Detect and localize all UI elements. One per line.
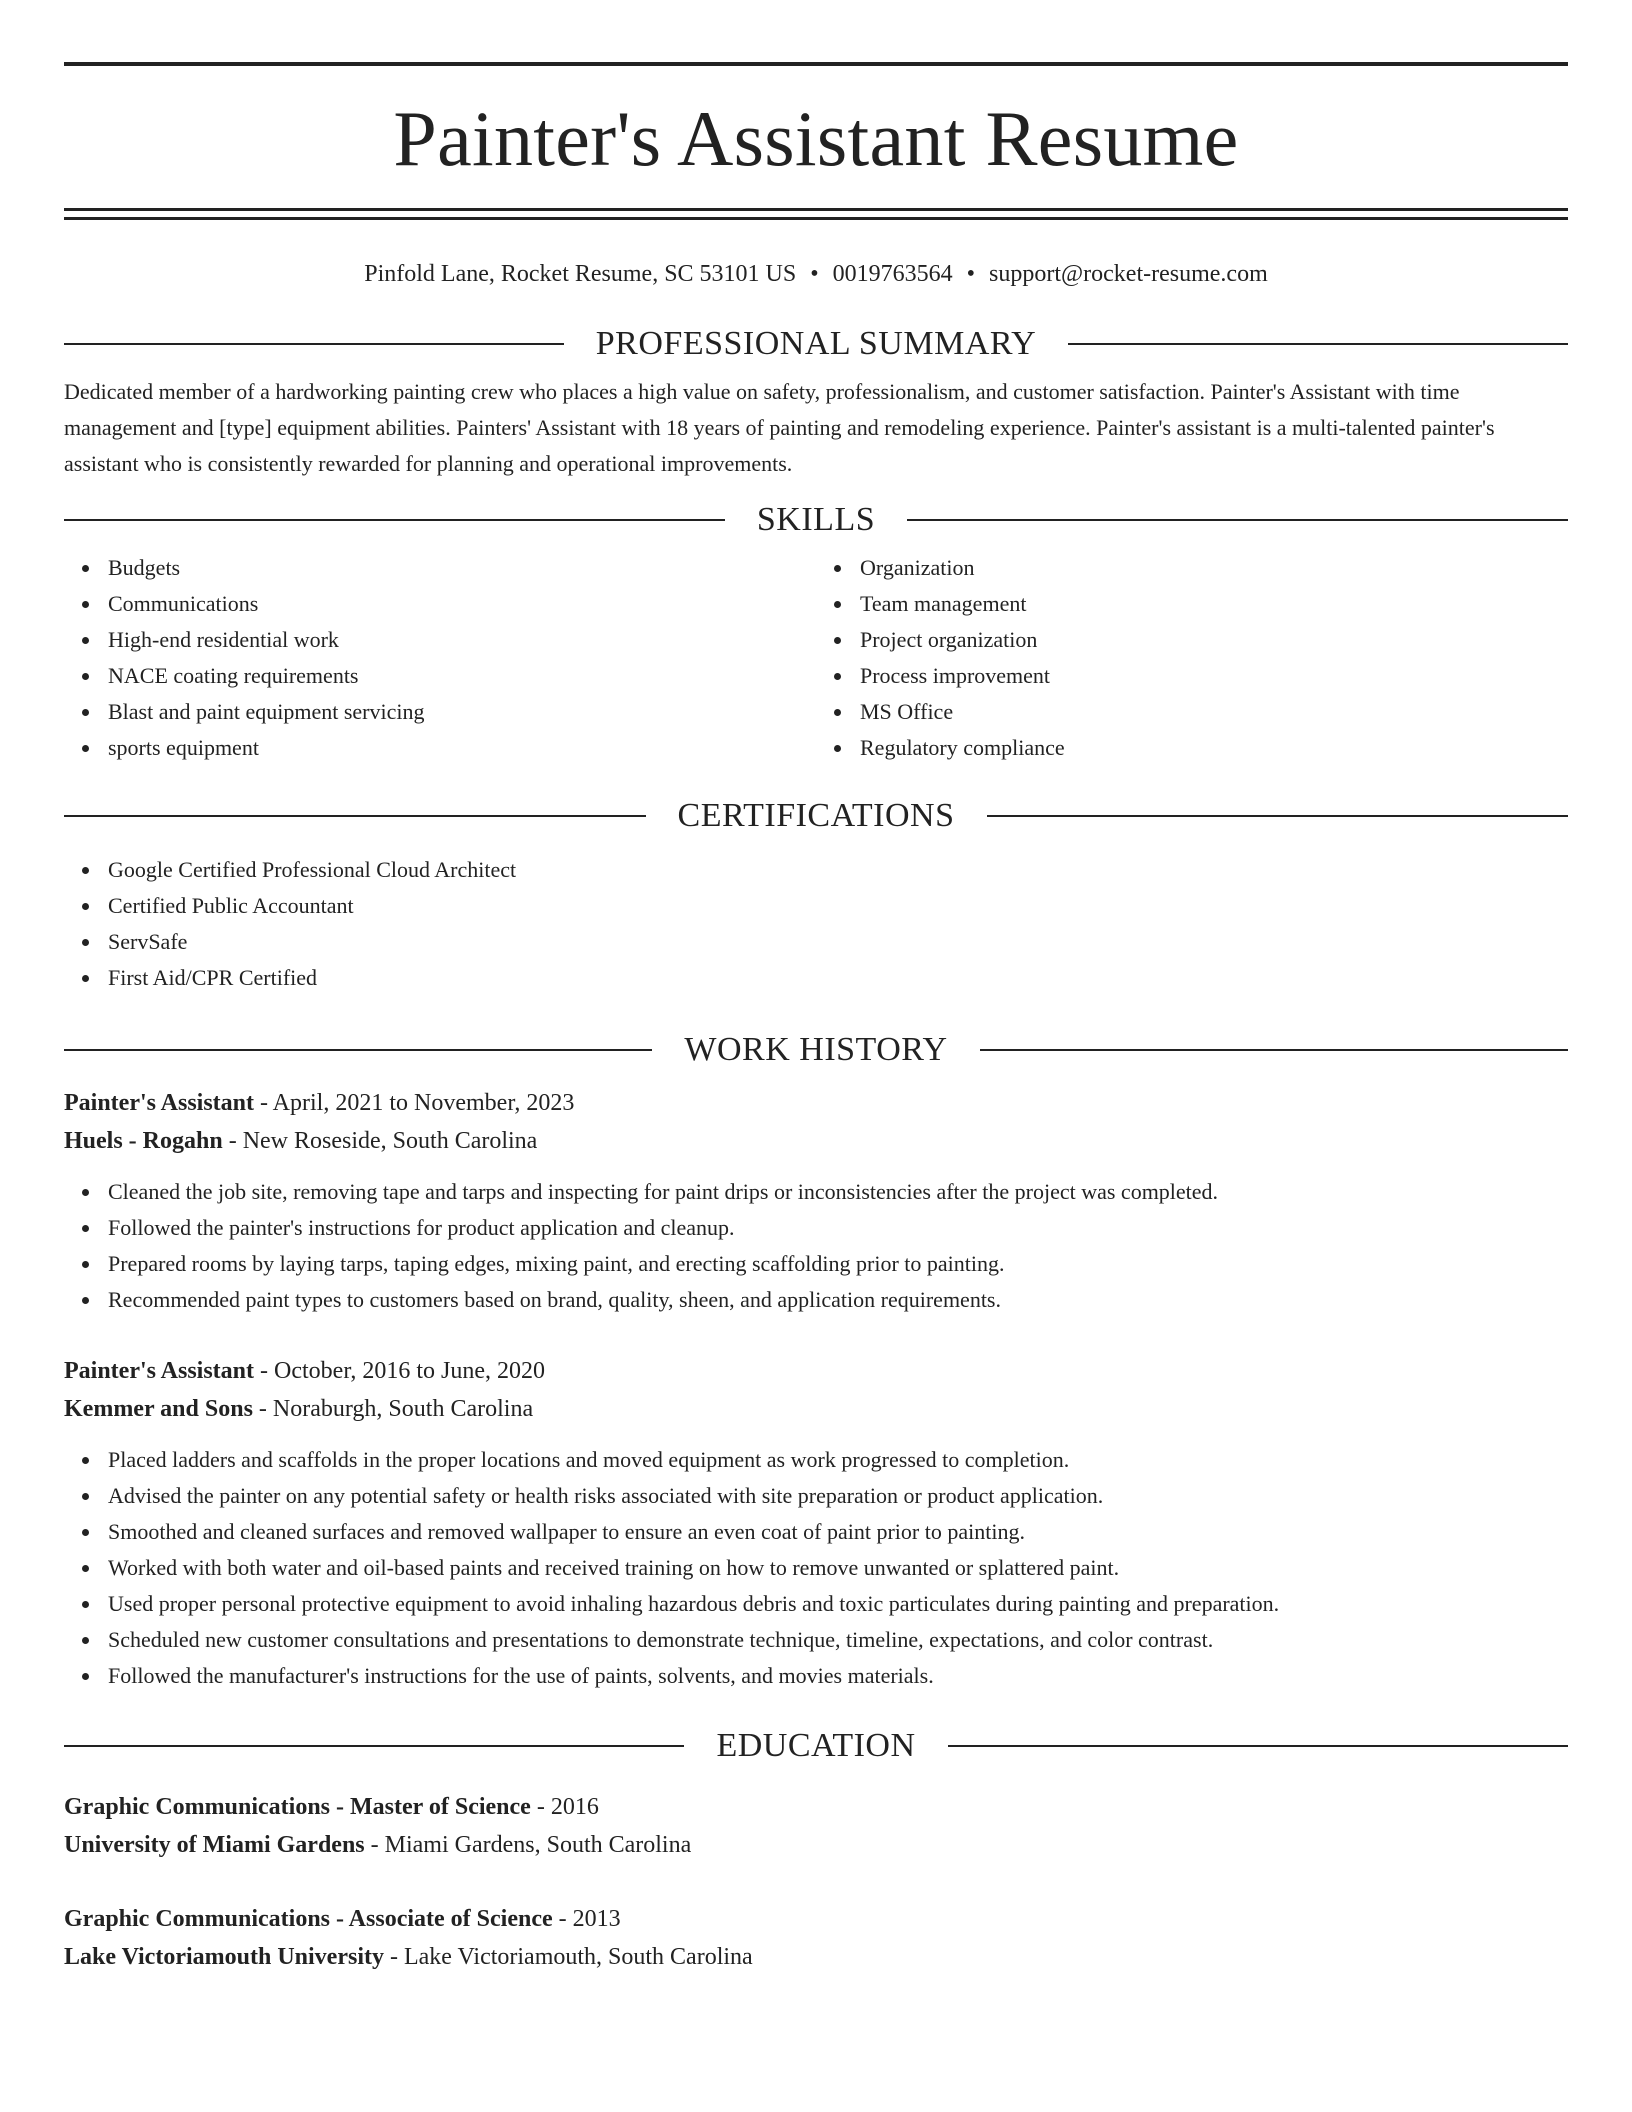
- skill-item: Team management: [816, 586, 1568, 622]
- job-title: Painter's Assistant: [64, 1090, 255, 1116]
- skills-columns: [64, 550, 1568, 766]
- skill-item: Process improvement: [816, 658, 1568, 694]
- job-company-line: [64, 1122, 1568, 1160]
- skills-list-left: [64, 550, 816, 766]
- work-heading: WORK HISTORY: [684, 1031, 948, 1068]
- job-dates: - April, 2021 to November, 2023: [254, 1090, 575, 1116]
- title-rule-lower: [64, 217, 1568, 220]
- certification-item: ServSafe: [64, 924, 1568, 960]
- skills-list-right: [816, 550, 1568, 766]
- certification-item: Google Certified Professional Cloud Architect: [64, 852, 1568, 888]
- job-title-line: [64, 1352, 1568, 1390]
- education-degree: Graphic Communications - Master of Science: [64, 1794, 531, 1820]
- certifications-list: [64, 852, 1568, 996]
- heading-rule: [64, 1745, 684, 1747]
- job-bullet: Advised the painter on any potential safety or health risks associated with site preparation or product application.: [64, 1478, 1568, 1514]
- job-company: Huels - Rogahn: [64, 1128, 223, 1154]
- skill-item: NACE coating requirements: [64, 658, 816, 694]
- certifications-heading: CERTIFICATIONS: [677, 797, 955, 834]
- job-location: - Noraburgh, South Carolina: [252, 1396, 534, 1422]
- job-bullet: Followed the painter's instructions for product application and cleanup.: [64, 1210, 1568, 1246]
- contact-separator: •: [966, 261, 976, 287]
- skills-section-heading: [64, 500, 1568, 540]
- summary-heading: PROFESSIONAL SUMMARY: [595, 325, 1037, 362]
- education-degree: Graphic Communications - Associate of Science: [64, 1906, 553, 1932]
- job-entry: [64, 1352, 1568, 1694]
- skill-item: Organization: [816, 550, 1568, 586]
- job-bullet: Cleaned the job site, removing tape and tarps and inspecting for paint drips or inconsistencies after the project was completed.: [64, 1174, 1568, 1210]
- job-entry: [64, 1084, 1568, 1318]
- contact-address: Pinfold Lane, Rocket Resume, SC 53101 US: [364, 261, 797, 287]
- job-dates: - October, 2016 to June, 2020: [254, 1358, 546, 1384]
- summary-text: Dedicated member of a hardworking painting crew who places a high value on safety, professionalism, and customer satisfaction. Painter's Assistant with time management and [type] equipment abilities. Painters' Assistant with 18 years of painting and remodeling experience. Painter's assistant is a multi-talented painter's assistant who is consistently rewarded for planning and operational improvements.: [64, 379, 1495, 476]
- education-entry: [64, 1788, 1568, 1864]
- education-list: [64, 1788, 1568, 1976]
- job-bullet: Followed the manufacturer's instructions for the use of paints, solvents, and movies materials.: [64, 1658, 1568, 1694]
- job-bullet: Prepared rooms by laying tarps, taping edges, mixing paint, and erecting scaffolding prior to painting.: [64, 1246, 1568, 1282]
- skill-item: Regulatory compliance: [816, 730, 1568, 766]
- certifications-section-heading: [64, 796, 1568, 836]
- contact-email: support@rocket-resume.com: [989, 261, 1268, 287]
- certification-item: First Aid/CPR Certified: [64, 960, 1568, 996]
- education-degree-line: [64, 1788, 1568, 1826]
- skill-item: Communications: [64, 586, 816, 622]
- education-school: Lake Victoriamouth University: [64, 1944, 384, 1970]
- heading-rule: [64, 815, 646, 817]
- top-rule: [64, 62, 1568, 66]
- job-bullets: [64, 1174, 1568, 1318]
- skill-item: High-end residential work: [64, 622, 816, 658]
- skill-item: MS Office: [816, 694, 1568, 730]
- job-bullet: Worked with both water and oil-based paints and received training on how to remove unwanted or splattered paint.: [64, 1550, 1568, 1586]
- skills-heading: SKILLS: [756, 501, 876, 538]
- education-degree-line: [64, 1900, 1568, 1938]
- contact-separator: •: [810, 261, 819, 287]
- education-year: - 2013: [552, 1906, 621, 1932]
- education-section-heading: [64, 1726, 1568, 1766]
- education-school-line: [64, 1938, 1568, 1976]
- skill-item: Budgets: [64, 550, 816, 586]
- resume-page: [64, 62, 1568, 1976]
- heading-rule: [907, 519, 1568, 521]
- resume-title: Painter's Assistant Resume: [393, 95, 1239, 182]
- work-section-heading: [64, 1030, 1568, 1070]
- heading-rule: [948, 1745, 1568, 1747]
- work-history: [64, 1084, 1568, 1694]
- education-school: University of Miami Gardens: [64, 1832, 365, 1858]
- contact-line: [64, 254, 1568, 294]
- heading-rule: [987, 815, 1569, 817]
- heading-rule: [980, 1049, 1568, 1051]
- job-title: Painter's Assistant: [64, 1358, 255, 1384]
- job-location: - New Roseside, South Carolina: [222, 1128, 538, 1154]
- certification-item: Certified Public Accountant: [64, 888, 1568, 924]
- job-bullet: Smoothed and cleaned surfaces and removed wallpaper to ensure an even coat of paint prior to painting.: [64, 1514, 1568, 1550]
- heading-rule: [1068, 343, 1568, 345]
- education-location: - Lake Victoriamouth, South Carolina: [383, 1944, 753, 1970]
- education-school-line: [64, 1826, 1568, 1864]
- skill-item: sports equipment: [64, 730, 816, 766]
- education-year: - 2016: [530, 1794, 599, 1820]
- contact-phone: 0019763564: [832, 261, 953, 287]
- education-entry: [64, 1900, 1568, 1976]
- heading-rule: [64, 519, 725, 521]
- skill-item: Blast and paint equipment servicing: [64, 694, 816, 730]
- job-bullet: Placed ladders and scaffolds in the proper locations and moved equipment as work progressed to completion.: [64, 1442, 1568, 1478]
- skill-item: Project organization: [816, 622, 1568, 658]
- job-company-line: [64, 1390, 1568, 1428]
- education-heading: EDUCATION: [716, 1727, 916, 1764]
- summary-section-heading: [64, 324, 1568, 364]
- job-bullet: Used proper personal protective equipment to avoid inhaling hazardous debris and toxic particulates during painting and preparation.: [64, 1586, 1568, 1622]
- job-company: Kemmer and Sons: [64, 1396, 253, 1422]
- job-title-line: [64, 1084, 1568, 1122]
- education-location: - Miami Gardens, South Carolina: [364, 1832, 692, 1858]
- heading-rule: [64, 1049, 652, 1051]
- job-bullet: Scheduled new customer consultations and presentations to demonstrate technique, timeline, expectations, and color contrast.: [64, 1622, 1568, 1658]
- heading-rule: [64, 343, 564, 345]
- job-bullets: [64, 1442, 1568, 1694]
- job-bullet: Recommended paint types to customers based on brand, quality, sheen, and application requirements.: [64, 1282, 1568, 1318]
- title-rule-upper: [64, 208, 1568, 211]
